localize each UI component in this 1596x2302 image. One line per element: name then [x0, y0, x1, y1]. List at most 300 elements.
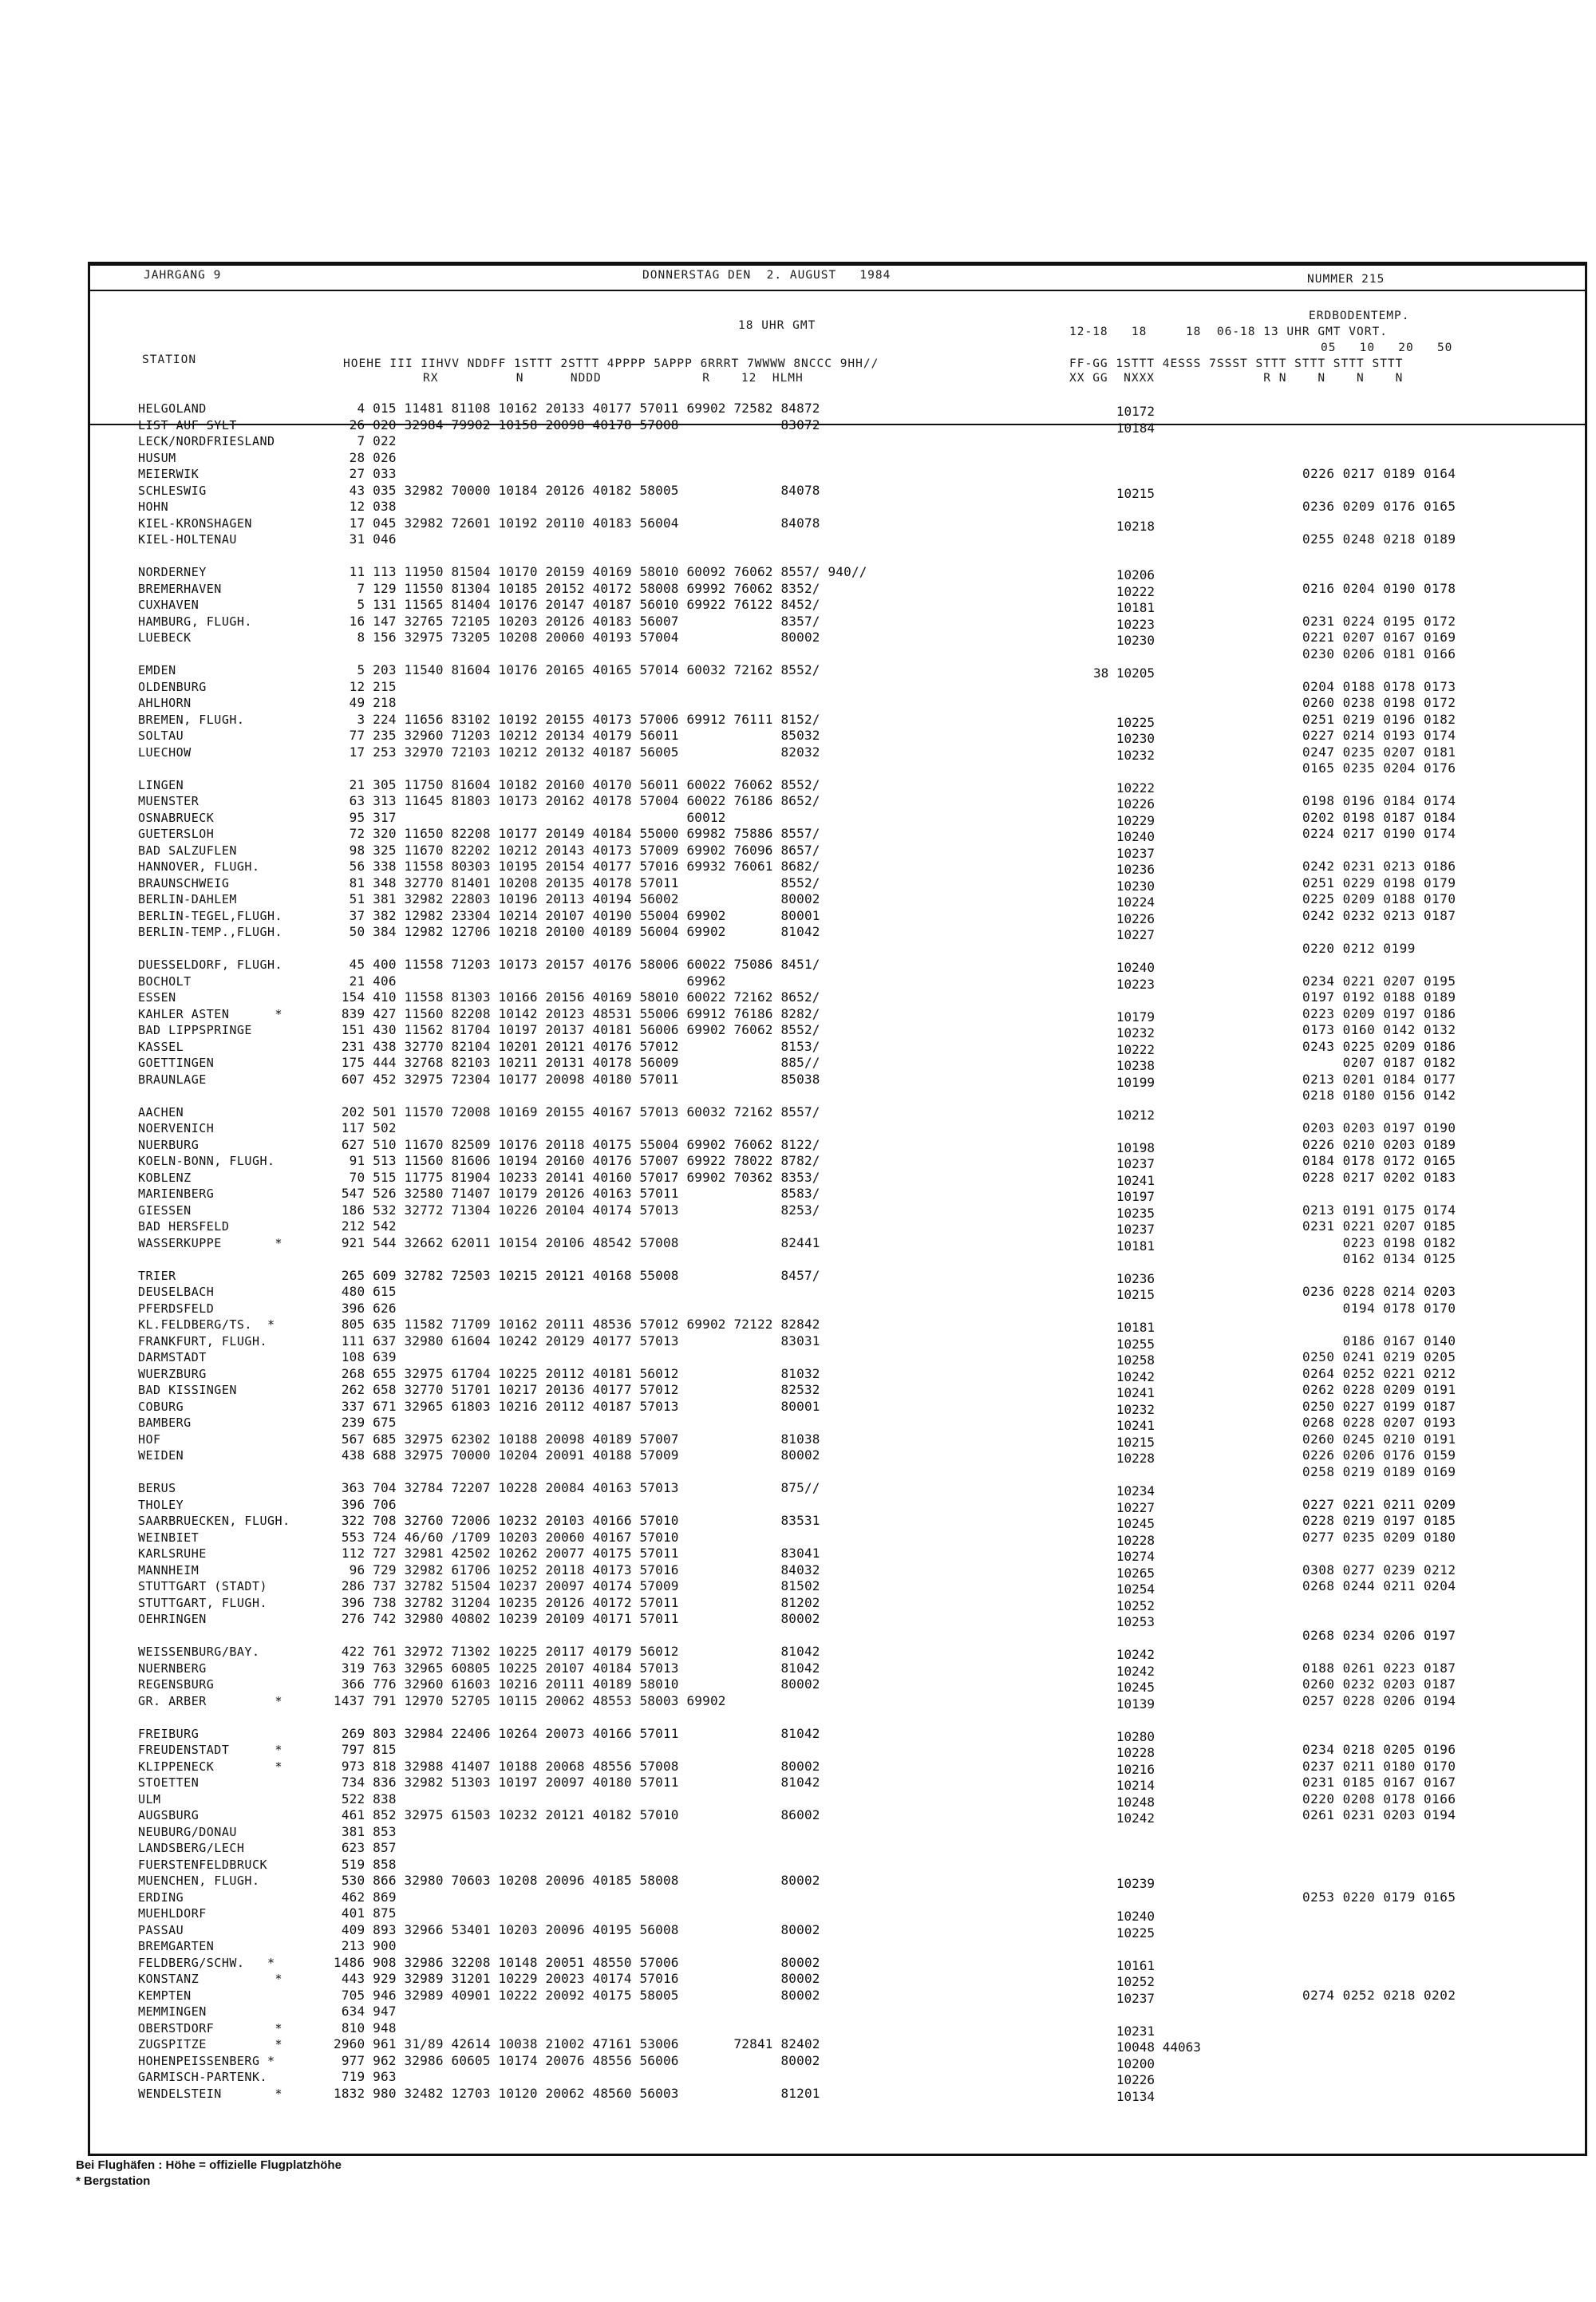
temperature-row: 10274 — [1093, 1549, 1156, 1564]
header-main-subgroups: RX N NDDD R 12 HLMH — [423, 372, 804, 385]
temperature-row: 10242 — [1093, 1647, 1156, 1662]
station-data-row: 117 502 — [334, 1120, 397, 1135]
temperature-row — [1093, 1304, 1201, 1321]
temperature-row: 10254 — [1093, 1581, 1156, 1597]
station-data-row: 5 131 11565 81404 10176 20147 40187 56010 69922 76122 8452/ — [334, 597, 820, 612]
temperature-row: 10241 — [1093, 1418, 1156, 1433]
station-name — [138, 1628, 290, 1645]
issue-date: DONNERSTAG DEN 2. AUGUST 1984 — [642, 269, 891, 282]
station-name: MANNHEIM — [138, 1562, 200, 1577]
station-name — [138, 1464, 290, 1481]
station-data-row: 1832 980 32482 12703 10120 20062 48560 56003 81201 — [334, 2085, 820, 2101]
station-data-row: 95 317 60012 — [334, 809, 726, 825]
header-rule — [90, 290, 1585, 291]
station-data-row: 70 515 11775 81904 10233 20141 40160 57017 69902 70362 8353/ — [334, 1169, 820, 1185]
soil-temp-row: 0231 0224 0195 0172 — [1302, 613, 1456, 629]
station-name: FREUDENSTADT * — [138, 1743, 283, 1757]
temperature-row — [1093, 698, 1201, 715]
temperature-row: 10225 — [1093, 1925, 1156, 1941]
station-name — [138, 548, 290, 565]
station-data-row: 480 615 — [334, 1284, 397, 1299]
temperature-row: 10248 — [1093, 1794, 1156, 1810]
station-data-row: 623 857 — [334, 1840, 397, 1855]
station-name: SAARBRUECKEN, FLUGH. — [138, 1514, 290, 1528]
station-name: DUESSELDORF, FLUGH. — [138, 958, 283, 972]
station-name: BERUS — [138, 1481, 176, 1495]
station-data-row: 262 658 32770 51701 10217 20136 40177 57012 82532 — [334, 1382, 820, 1397]
header-time-ranges: 12-18 18 18 06-18 13 UHR GMT VORT. — [1069, 326, 1388, 338]
station-name: NEUBURG/DONAU — [138, 1824, 237, 1839]
temperature-row: 10139 — [1093, 1696, 1156, 1712]
soil-temp-row: 0227 0221 0211 0209 — [1302, 1496, 1456, 1512]
station-name: FUERSTENFELDBRUCK — [138, 1857, 268, 1872]
temperature-row: 10241 — [1093, 1385, 1156, 1400]
station-name: MUENCHEN, FLUGH. — [138, 1874, 260, 1888]
station-name: MUEHLDORF — [138, 1906, 207, 1921]
header-station: STATION — [142, 353, 197, 366]
station-name: BAD LIPPSPRINGE — [138, 1023, 252, 1037]
temperature-row — [1093, 1467, 1201, 1484]
station-data-row: 96 729 32982 61706 10252 20118 40173 57016 84032 — [334, 1562, 820, 1577]
station-data-row: 231 438 32770 82104 10201 20121 40176 57012 8153/ — [334, 1038, 820, 1054]
temperature-row: 10179 — [1093, 1009, 1156, 1025]
soil-temp-row: 0186 0167 0140 — [1302, 1333, 1456, 1348]
header-soil-depths: 05 10 20 50 — [1321, 342, 1453, 354]
station-data-row — [334, 646, 867, 663]
temperature-row: 10245 — [1093, 1680, 1156, 1695]
soil-temp-row — [1302, 1955, 1456, 1972]
station-data-row: 154 410 11558 81303 10166 20156 40169 58010 60022 72162 8652/ — [334, 989, 820, 1005]
temperature-row: 10258 — [1093, 1352, 1156, 1368]
soil-temp-row — [1302, 843, 1456, 859]
station-name: KAHLER ASTEN * — [138, 1006, 283, 1021]
station-name: THOLEY — [138, 1497, 184, 1512]
temperature-row: 10184 — [1093, 420, 1156, 436]
station-name: BERLIN-TEGEL,FLUGH. — [138, 908, 283, 923]
station-data-row: 797 815 — [334, 1742, 397, 1757]
soil-temp-row: 0198 0196 0184 0174 — [1302, 793, 1456, 808]
soil-temp-row — [1302, 1480, 1456, 1497]
temperature-row: 10237 — [1093, 1222, 1156, 1237]
station-name: DEUSELBACH — [138, 1285, 215, 1299]
station-name: ZUGSPITZE * — [138, 2037, 283, 2051]
soil-temp-row: 0224 0217 0190 0174 — [1302, 826, 1456, 841]
station-name: WEIDEN — [138, 1448, 184, 1463]
soil-temp-row: 0258 0219 0189 0169 — [1302, 1463, 1456, 1479]
station-data-row: 213 900 — [334, 1938, 397, 1953]
soil-temp-row: 0268 0228 0207 0193 — [1302, 1415, 1456, 1430]
station-name: WENDELSTEIN * — [138, 2086, 283, 2101]
station-name: FRANKFURT, FLUGH. — [138, 1333, 268, 1348]
station-data-row: 396 706 — [334, 1496, 397, 1512]
soil-temp-row: 0253 0220 0179 0165 — [1302, 1889, 1456, 1905]
station-name: GR. ARBER * — [138, 1693, 283, 1708]
soil-temp-row: 0268 0234 0206 0197 — [1302, 1627, 1456, 1643]
station-name: BREMGARTEN — [138, 1939, 215, 1953]
station-name: BRAUNSCHWEIG — [138, 875, 230, 890]
station-data-row: 627 510 11670 82509 10176 20118 40175 55004 69902 76062 8122/ — [334, 1136, 820, 1152]
soil-temp-row: 0260 0238 0198 0172 — [1302, 695, 1456, 710]
station-name: OLDENBURG — [138, 679, 207, 694]
soil-temp-row — [1302, 1644, 1456, 1660]
temperature-row — [1093, 1712, 1201, 1729]
station-data-row: 98 325 11670 82202 10212 20143 40173 57009 69902 76096 8657/ — [334, 842, 820, 858]
station-name: HUSUM — [138, 450, 176, 465]
station-data-row: 21 406 69962 — [334, 973, 726, 989]
station-data-row: 151 430 11562 81704 10197 20137 40181 56006 69902 76062 8552/ — [334, 1022, 820, 1037]
station-data-row: 7 129 11550 81304 10185 20152 40172 58008 69992 76062 8352/ — [334, 580, 820, 596]
station-data-row: 212 542 — [334, 1218, 397, 1234]
temperature-row — [1093, 1123, 1201, 1140]
station-name: SOLTAU — [138, 729, 184, 743]
temperature-row: 10223 — [1093, 616, 1156, 632]
station-data-row: 734 836 32982 51303 10197 20097 40180 57011 81042 — [334, 1775, 820, 1790]
temperature-row: 10222 — [1093, 1041, 1156, 1057]
station-name: WEINBIET — [138, 1530, 200, 1545]
temperature-row: 10200 — [1093, 2055, 1156, 2071]
station-name: BOCHOLT — [138, 973, 192, 989]
temperature-row: 10240 — [1093, 1909, 1156, 1924]
station-name: KLIPPENECK * — [138, 1759, 283, 1774]
station-data-row: 3 224 11656 83102 10192 20155 40173 57006 69912 76111 8152/ — [334, 711, 820, 727]
soil-temp-row: 0202 0198 0187 0184 — [1302, 809, 1456, 825]
temperature-row: 10241 — [1093, 1172, 1156, 1188]
temperature-row: 10230 — [1093, 878, 1156, 894]
temperature-row: 10228 — [1093, 1532, 1156, 1548]
soil-temperature-column — [1302, 401, 1456, 2004]
temperature-row: 10226 — [1093, 910, 1156, 926]
station-data-row: 81 348 32770 81401 10208 20135 40178 57011 8552/ — [334, 875, 820, 890]
station-name — [138, 1251, 290, 1268]
temperature-row: 10236 — [1093, 1270, 1156, 1286]
soil-temp-row: 0220 0208 0178 0166 — [1302, 1791, 1456, 1806]
station-name: OEHRINGEN — [138, 1612, 207, 1626]
temperature-row — [1093, 1843, 1201, 1860]
temperature-row: 10225 — [1093, 714, 1156, 730]
temperature-row: 10222 — [1093, 780, 1156, 796]
station-name: SCHLESWIG — [138, 483, 207, 498]
soil-temp-row: 0236 0209 0176 0165 — [1302, 499, 1456, 514]
soil-temp-row — [1302, 1824, 1456, 1841]
soil-temp-row: 0260 0245 0210 0191 — [1302, 1431, 1456, 1447]
temperature-row: 10245 — [1093, 1516, 1156, 1531]
soil-temp-row — [1302, 1595, 1456, 1612]
soil-temp-row: 0188 0261 0223 0187 — [1302, 1660, 1456, 1676]
station-data-row: 839 427 11560 82208 10142 20123 48531 55006 69912 76186 8282/ — [334, 1005, 820, 1021]
temperature-row: 10228 — [1093, 1745, 1156, 1760]
temperature-row — [1093, 535, 1201, 551]
station-name: ERDING — [138, 1889, 184, 1905]
station-data-row: 63 313 11645 81803 10173 20162 40178 57004 60022 76186 8652/ — [334, 793, 820, 808]
temperature-row: 10199 — [1093, 1074, 1156, 1090]
station-name: MEIERWIK — [138, 467, 200, 481]
station-name: LINGEN — [138, 777, 184, 792]
station-name: NOERVENICH — [138, 1121, 215, 1135]
station-name: CUXHAVEN — [138, 598, 200, 612]
station-data-row: 112 727 32981 42502 10262 20077 40175 57011 83041 — [334, 1546, 820, 1561]
station-name: HOHN — [138, 499, 169, 514]
soil-temp-row: 0234 0218 0205 0196 — [1302, 1742, 1456, 1757]
temperature-row: 10234 — [1093, 1483, 1156, 1498]
station-data-row: 805 635 11582 71709 10162 20111 48536 57012 69902 72122 82842 — [334, 1317, 820, 1332]
station-data-row: 337 671 32965 61803 10216 20112 40187 57013 80001 — [334, 1398, 820, 1414]
station-name — [138, 1709, 290, 1726]
soil-temp-row: 0231 0221 0207 0185 — [1302, 1218, 1456, 1234]
soil-temp-row — [1302, 401, 1456, 417]
station-name: HANNOVER, FLUGH. — [138, 859, 260, 874]
station-name: MEMMINGEN — [138, 2004, 207, 2019]
station-name: STUTTGART, FLUGH. — [138, 1595, 268, 1610]
station-name: GUETERSLOH — [138, 827, 215, 841]
station-data-row: 438 688 32975 70000 10204 20091 40188 57009 80002 — [334, 1447, 820, 1463]
temperature-row: 10218 — [1093, 518, 1156, 534]
station-data-row: 268 655 32975 61704 10225 20112 40181 56012 81032 — [334, 1365, 820, 1381]
station-data-row: 2960 961 31/89 42614 10038 21002 47161 53006 72841 82402 — [334, 2036, 820, 2051]
station-data-row: 519 858 — [334, 1856, 397, 1872]
footnote-airport-height: Bei Flughäfen : Höhe = offizielle Flugplatzhöhe — [76, 2158, 342, 2172]
temperature-row — [1093, 1091, 1201, 1108]
station-data-row: 1437 791 12970 52705 10115 20062 48553 58003 69902 — [334, 1692, 726, 1708]
station-name: KIEL-KRONSHAGEN — [138, 515, 252, 531]
temperature-row: 10232 — [1093, 1401, 1156, 1417]
temperature-row: 10240 — [1093, 829, 1156, 844]
station-data-row: 422 761 32972 71302 10225 20117 40179 56012 81042 — [334, 1644, 820, 1659]
soil-temp-row — [1302, 417, 1456, 434]
station-name: EMDEN — [138, 663, 176, 677]
station-data-row: 17 045 32982 72601 10192 20110 40183 56004 84078 — [334, 515, 820, 531]
temperature-row: 10215 — [1093, 485, 1156, 501]
station-data-row: 202 501 11570 72008 10169 20155 40167 57013 60032 72162 8557/ — [334, 1104, 820, 1119]
soil-temp-row — [1302, 1971, 1456, 1988]
station-data-row: 17 253 32970 72103 10212 20132 40187 56005 82032 — [334, 744, 820, 760]
soil-temp-row: 0230 0206 0181 0166 — [1302, 646, 1456, 661]
temperature-row: 10253 — [1093, 1614, 1156, 1629]
station-data-row: 810 948 — [334, 2020, 397, 2035]
soil-temp-row — [1302, 450, 1456, 467]
station-data-row: 381 853 — [334, 1823, 397, 1839]
soil-temp-row: 0242 0231 0213 0186 — [1302, 859, 1456, 874]
soil-temp-row: 0264 0252 0221 0212 — [1302, 1365, 1456, 1381]
soil-temp-row: 0308 0277 0239 0212 — [1302, 1562, 1456, 1577]
station-name: KOBLENZ — [138, 1170, 192, 1185]
station-data-row: 265 609 32782 72503 10215 20121 40168 55008 8457/ — [334, 1267, 820, 1283]
station-name: STOETTEN — [138, 1775, 200, 1790]
temperature-row — [1093, 650, 1201, 666]
temperature-row: 10239 — [1093, 1876, 1156, 1891]
soil-temp-row — [1302, 1905, 1456, 1922]
soil-temp-row — [1302, 662, 1456, 679]
station-name: COBURG — [138, 1399, 184, 1414]
station-data-row — [334, 1709, 867, 1726]
soil-temp-row: 0234 0221 0207 0195 — [1302, 973, 1456, 989]
temperature-column — [1093, 404, 1201, 2105]
soil-temp-row: 0194 0178 0170 — [1302, 1300, 1456, 1316]
soil-temp-row: 0226 0217 0189 0164 — [1302, 466, 1456, 481]
temperature-row: 10237 — [1093, 1156, 1156, 1171]
soil-temp-row — [1302, 1186, 1456, 1202]
soil-temp-row: 0223 0198 0182 — [1302, 1234, 1456, 1250]
station-data-row: 45 400 11558 71203 10173 20157 40176 58006 60022 75086 8451/ — [334, 957, 820, 972]
station-data-row: 1486 908 32986 32208 10148 20051 48550 57006 80002 — [334, 1954, 820, 1970]
station-name: KASSEL — [138, 1039, 184, 1054]
soil-temp-row — [1302, 1922, 1456, 1939]
soil-temp-row: 0255 0248 0218 0189 — [1302, 531, 1456, 547]
temperature-row: 10265 — [1093, 1565, 1156, 1581]
soil-temp-row: 0268 0244 0211 0204 — [1302, 1578, 1456, 1593]
soil-temp-row — [1302, 548, 1456, 565]
station-name: MUENSTER — [138, 794, 200, 808]
station-name: GIESSEN — [138, 1202, 192, 1218]
station-name: KOELN-BONN, FLUGH. — [138, 1154, 275, 1168]
station-data-row: 553 724 46/60 /1709 10203 20060 40167 57010 — [334, 1529, 679, 1545]
station-data-row: 705 946 32989 40901 10222 20092 40175 58005 80002 — [334, 1987, 820, 2003]
station-data-row: 634 947 — [334, 2004, 397, 2019]
station-data-row: 719 963 — [334, 2069, 397, 2084]
soil-temp-row: 0197 0192 0188 0189 — [1302, 989, 1456, 1005]
temperature-row: 10215 — [1093, 1287, 1156, 1302]
temperature-row: 10224 — [1093, 894, 1156, 910]
station-name: KEMPTEN — [138, 1988, 192, 2003]
temperature-row: 10232 — [1093, 747, 1156, 763]
soil-temp-row — [1302, 433, 1456, 450]
soil-temp-row: 0228 0217 0202 0183 — [1302, 1169, 1456, 1185]
station-data-row: 973 818 32988 41407 10188 20068 48556 57008 80002 — [334, 1758, 820, 1774]
station-name: BREMERHAVEN — [138, 581, 222, 596]
temperature-row: 10242 — [1093, 1368, 1156, 1384]
temperature-row: 10172 — [1093, 404, 1156, 419]
temperature-row — [1093, 551, 1201, 568]
station-name: GOETTINGEN — [138, 1056, 215, 1070]
station-name: HOF — [138, 1431, 161, 1447]
station-data-row: 530 866 32980 70603 10208 20096 40185 58008 80002 — [334, 1873, 820, 1888]
temperature-row: 10198 — [1093, 1139, 1156, 1155]
station-data-row: 7 022 — [334, 433, 397, 448]
soil-temp-row: 0226 0206 0176 0159 — [1302, 1447, 1456, 1463]
station-data-row: 91 513 11560 81606 10194 20160 40176 57007 69922 78022 8782/ — [334, 1153, 820, 1168]
station-data-row — [334, 1251, 867, 1268]
soil-temp-row: 0220 0212 0199 — [1302, 940, 1416, 956]
temperature-row: 10237 — [1093, 1990, 1156, 2006]
temperature-row: 10242 — [1093, 1663, 1156, 1679]
header-right-subgroups: XX GG NXXX R N N N N — [1069, 372, 1404, 385]
soil-temp-row: 0277 0235 0209 0180 — [1302, 1529, 1456, 1545]
station-data-row: 366 776 32960 61603 10216 20111 40189 58010 80002 — [334, 1676, 820, 1692]
station-data-row: 77 235 32960 71203 10212 20134 40179 56011 85032 — [334, 728, 820, 743]
temperature-row: 10242 — [1093, 1810, 1156, 1826]
station-data-row: 921 544 32662 62011 10154 20106 48542 57008 82441 — [334, 1234, 820, 1250]
soil-temp-row: 0251 0229 0198 0179 — [1302, 875, 1456, 890]
soil-temp-row: 0251 0219 0196 0182 — [1302, 711, 1456, 727]
station-data-row: 269 803 32984 22406 10264 20073 40166 57011 81042 — [334, 1725, 820, 1741]
station-data-row — [334, 1464, 867, 1481]
station-data-row: 547 526 32580 71407 10179 20126 40163 57011 8583/ — [334, 1186, 820, 1201]
soil-temp-row — [1302, 957, 1456, 973]
station-column — [138, 401, 290, 2102]
temperature-row: 10230 — [1093, 731, 1156, 746]
temperature-row: 10252 — [1093, 1597, 1156, 1613]
soil-temp-row: 0236 0228 0214 0203 — [1302, 1284, 1456, 1299]
station-name: BRAUNLAGE — [138, 1072, 207, 1087]
jahrgang-label: JAHRGANG 9 — [144, 269, 222, 282]
temperature-row: 10236 — [1093, 862, 1156, 877]
station-name: LECK/NORDFRIESLAND — [138, 434, 275, 448]
station-data-row: 16 147 32765 72105 10203 20126 40183 56007 8357/ — [334, 613, 820, 629]
station-data-row: 363 704 32784 72207 10228 20084 40163 57013 875// — [334, 1480, 820, 1495]
station-data-row: 186 532 32772 71304 10226 20104 40174 57013 8253/ — [334, 1202, 820, 1218]
station-data-row — [334, 1088, 867, 1104]
temperature-row: 10237 — [1093, 845, 1156, 861]
station-name: WASSERKUPPE * — [138, 1235, 283, 1250]
temperature-row: 10252 — [1093, 1974, 1156, 1989]
soil-temp-row — [1302, 777, 1456, 794]
station-name: BERLIN-TEMP.,FLUGH. — [138, 925, 283, 939]
soil-temp-row: 0228 0219 0197 0185 — [1302, 1513, 1456, 1528]
station-name — [138, 1088, 290, 1104]
station-data-row: 31 046 — [334, 531, 397, 547]
station-data-row: 443 929 32989 31201 10229 20023 40174 57016 80002 — [334, 1971, 820, 1986]
station-name: ESSEN — [138, 990, 176, 1005]
temperature-row: 10161 — [1093, 1957, 1156, 1973]
soil-temp-row: 0162 0134 0125 — [1302, 1251, 1456, 1266]
station-name: OBERSTDORF * — [138, 2020, 283, 2035]
temperature-row — [1093, 944, 1201, 961]
station-name: KONSTANZ * — [138, 1972, 283, 1986]
station-name: REGENSBURG — [138, 1677, 215, 1692]
temperature-row: 10227 — [1093, 1499, 1156, 1515]
soil-temp-row: 0203 0203 0197 0190 — [1302, 1120, 1456, 1135]
station-name: STUTTGART (STADT) — [138, 1579, 268, 1593]
station-name: KL.FELDBERG/TS. * — [138, 1317, 275, 1332]
temperature-row — [1093, 469, 1201, 486]
footnote-mountain-station: * Bergstation — [76, 2174, 151, 2188]
station-name: PASSAU — [138, 1922, 184, 1937]
temperature-row: 10280 — [1093, 1728, 1156, 1744]
issue-number: NUMMER 215 — [1307, 273, 1385, 286]
temperature-row: 10229 — [1093, 812, 1156, 828]
temperature-row — [1093, 1860, 1201, 1877]
station-data-row: 21 305 11750 81604 10182 20160 40170 56011 60022 76062 8552/ — [334, 776, 820, 792]
temperature-row: 38 10205 — [1093, 665, 1156, 681]
station-name: BAD HERSFELD — [138, 1219, 230, 1234]
temperature-row — [1093, 436, 1201, 453]
temperature-row: 10222 — [1093, 583, 1156, 599]
station-name — [138, 760, 290, 777]
station-name: TRIER — [138, 1268, 176, 1283]
station-data-row: 111 637 32980 61604 10242 20129 40177 57013 83031 — [334, 1333, 820, 1348]
temperature-row: 10232 — [1093, 1025, 1156, 1040]
station-name: WUERZBURG — [138, 1366, 207, 1381]
temperature-row: 10228 — [1093, 1451, 1156, 1466]
station-name: NORDERNEY — [138, 565, 207, 579]
soil-temp-row: 0204 0188 0178 0173 — [1302, 678, 1456, 694]
soil-temp-row — [1302, 1268, 1456, 1285]
synop-data-column — [334, 401, 867, 2102]
soil-temp-row: 0261 0231 0203 0194 — [1302, 1807, 1456, 1822]
soil-temp-row — [1302, 1857, 1456, 1874]
station-name: ULM — [138, 1791, 161, 1806]
soil-temp-row: 0247 0235 0207 0181 — [1302, 744, 1456, 760]
temperature-row: 10215 — [1093, 1434, 1156, 1450]
soil-temp-row — [1302, 1938, 1456, 1955]
station-data-row: 12 038 — [334, 499, 397, 514]
group-18-uhr-gmt: 18 UHR GMT — [738, 319, 816, 332]
station-name: BAD KISSINGEN — [138, 1383, 237, 1397]
header-erdbodentemp: ERDBODENTEMP. — [1309, 310, 1410, 322]
soil-temp-row — [1302, 1873, 1456, 1889]
station-data-row: 56 338 11558 80303 10195 20154 40177 57016 69932 76061 8682/ — [334, 859, 820, 874]
temperature-row: 10238 — [1093, 1058, 1156, 1073]
station-data-row: 108 639 — [334, 1349, 397, 1364]
